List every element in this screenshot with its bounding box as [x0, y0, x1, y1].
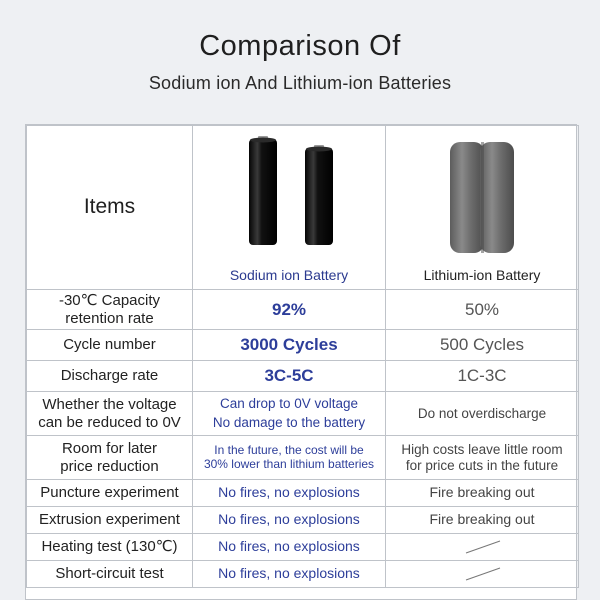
sodium-value-text: In the future, the cost will be	[214, 442, 364, 457]
lithium-value-text: 1C-3C	[457, 366, 507, 386]
lithium-value-text: Fire breaking out	[429, 484, 535, 501]
row-label-line: retention rate	[65, 309, 154, 327]
sodium-value	[193, 507, 386, 534]
lithium-value	[386, 361, 579, 392]
sodium-column-label: Sodium ion Battery	[229, 266, 349, 283]
row-label-line: Cycle number	[63, 336, 156, 354]
table-row	[27, 361, 579, 392]
sodium-value	[193, 290, 386, 330]
row-label	[27, 392, 193, 436]
sodium-battery-icon	[197, 126, 390, 289]
sodium-value-text: 92%	[271, 299, 307, 319]
row-label-line: price reduction	[60, 457, 159, 475]
table-row	[27, 330, 579, 361]
items-header: Items	[83, 195, 136, 219]
sodium-value-text: No damage to the battery	[212, 415, 366, 430]
sodium-value-text: 30% lower than lithium batteries	[203, 456, 375, 471]
row-label-line: Short-circuit test	[55, 565, 164, 583]
diagonal-slash-icon	[390, 562, 575, 586]
row-label-line: Room for later	[61, 440, 158, 458]
row-label-line: Discharge rate	[60, 367, 159, 385]
row-label	[27, 561, 193, 588]
sodium-value	[193, 436, 386, 480]
row-label	[27, 330, 193, 361]
page-subtitle: Sodium ion And Lithium-ion Batteries	[148, 73, 452, 93]
comparison-table	[25, 124, 577, 600]
row-label	[27, 436, 193, 480]
diagonal-slash-icon	[390, 535, 575, 559]
table-row	[27, 534, 579, 561]
sodium-value	[193, 361, 386, 392]
lithium-header-cell	[386, 126, 579, 290]
lithium-value	[386, 436, 579, 480]
table-row	[27, 290, 579, 330]
table-row	[27, 561, 579, 588]
lithium-value	[386, 392, 579, 436]
lithium-value	[386, 507, 579, 534]
lithium-value-text: Do not overdischarge	[417, 405, 547, 421]
row-label	[27, 507, 193, 534]
sodium-value	[193, 480, 386, 507]
lithium-value	[386, 534, 579, 561]
lithium-value	[386, 480, 579, 507]
sodium-value	[193, 561, 386, 588]
lithium-column-label: Lithium-ion Battery	[423, 266, 541, 283]
sodium-value-text: Can drop to 0V voltage	[219, 396, 359, 412]
sodium-value-text: 3C-5C	[264, 366, 314, 386]
lithium-value-text: for price cuts in the future	[405, 457, 559, 473]
sodium-value-text: No fires, no explosions	[218, 511, 360, 528]
sodium-value-text: No fires, no explosions	[218, 538, 360, 555]
sodium-value	[193, 534, 386, 561]
table-row	[27, 480, 579, 507]
table-row	[27, 392, 579, 436]
row-label	[27, 290, 193, 330]
lithium-value-text: High costs leave little room	[401, 441, 563, 457]
lithium-value	[386, 330, 579, 361]
row-label-line: -30℃ Capacity	[58, 292, 161, 310]
sodium-value	[193, 392, 386, 436]
lithium-value	[386, 290, 579, 330]
table-row	[27, 507, 579, 534]
sodium-value-text: No fires, no explosions	[218, 484, 360, 501]
sodium-header-cell	[193, 126, 386, 290]
lithium-battery-icon	[390, 126, 583, 289]
row-label-line: Whether the voltage	[42, 396, 177, 414]
items-header-cell	[27, 126, 193, 290]
lithium-value	[386, 561, 579, 588]
row-label-line: Extrusion experiment	[39, 511, 180, 529]
row-label	[27, 361, 193, 392]
lithium-value-text: Fire breaking out	[429, 511, 535, 528]
row-label	[27, 480, 193, 507]
table-header-row	[27, 126, 579, 290]
row-label-line: can be reduced to 0V	[38, 413, 181, 431]
table-row	[27, 436, 579, 480]
row-label	[27, 534, 193, 561]
sodium-value	[193, 330, 386, 361]
row-label-line: Heating test (130℃)	[41, 538, 178, 556]
sodium-value-text: 3000 Cycles	[240, 335, 338, 355]
lithium-value-text: 50%	[464, 299, 500, 319]
sodium-value-text: No fires, no explosions	[218, 565, 360, 582]
page-title: Comparison Of	[199, 30, 401, 62]
lithium-value-text: 500 Cycles	[439, 335, 525, 355]
row-label-line: Puncture experiment	[40, 484, 179, 502]
